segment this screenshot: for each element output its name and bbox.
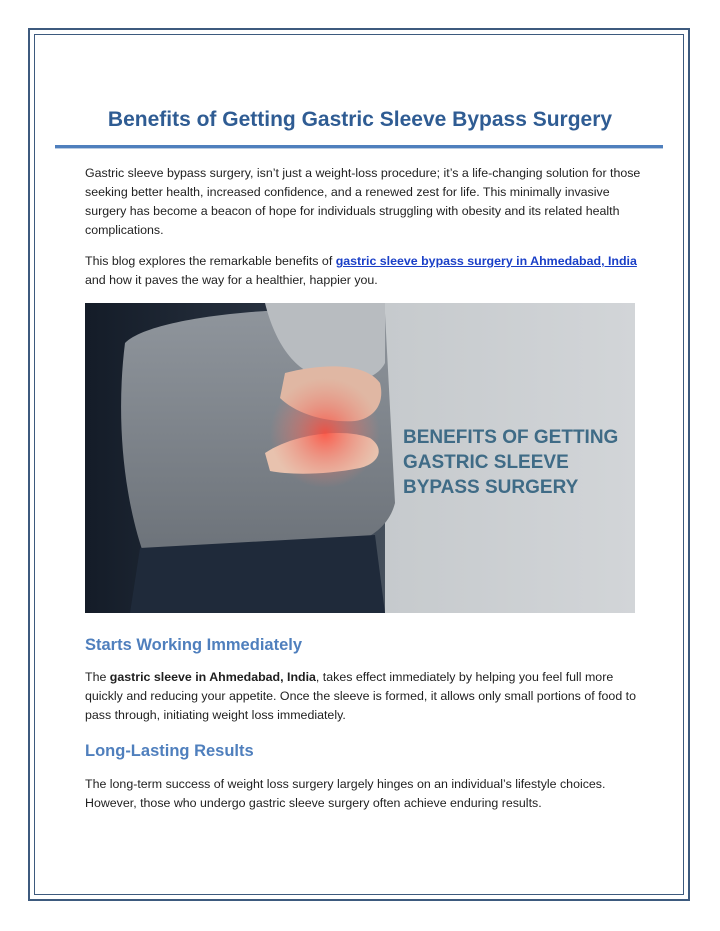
section-heading-starts-working: Starts Working Immediately <box>85 636 303 654</box>
section-heading-long-lasting: Long-Lasting Results <box>85 742 254 760</box>
hero-illustration <box>85 303 635 613</box>
section1-lead: The <box>85 670 110 684</box>
section2-paragraph: The long-term success of weight loss surgery largely hinges on an individual’s lifestyle choices. However, those who undergo gastric sleeve surgery often achieve enduring results. <box>85 777 606 810</box>
hero-text-line3: BYPASS SURGERY <box>403 477 579 498</box>
section1-bold: gastric sleeve in Ahmedabad, India <box>109 670 316 684</box>
page-title: Benefits of Getting Gastric Sleeve Bypass Surgery <box>107 108 613 131</box>
hero-text-line2: GASTRIC SLEEVE <box>403 452 569 473</box>
gastric-sleeve-link[interactable]: gastric sleeve bypass surgery in Ahmedabad, India <box>335 254 637 268</box>
intro-paragraph: Gastric sleeve bypass surgery, isn’t just a weight-loss procedure; it’s a life-changing solution for those seeking better health, increased confidence, and a renewed zest for life. This minimally invasive surgery has become a beacon of hope for individuals struggling with obesity and its related health complications. <box>85 166 641 237</box>
hero-text-line1: BENEFITS OF GETTING <box>403 427 619 448</box>
hero-image <box>85 303 635 613</box>
section1-paragraph <box>85 668 645 725</box>
blog-text-before: This blog explores the remarkable benefits of <box>85 254 336 268</box>
blog-text-after: and how it paves the way for a healthier, happier you. <box>85 273 378 287</box>
blog-paragraph <box>85 252 645 290</box>
section1-rest: , takes effect immediately by helping you feel full more quickly and reducing your appetite. Once the sleeve is formed, it allows only small portions of food to pass through, initiating weight loss immediately. <box>85 670 636 722</box>
title-divider-shadow <box>55 148 663 149</box>
